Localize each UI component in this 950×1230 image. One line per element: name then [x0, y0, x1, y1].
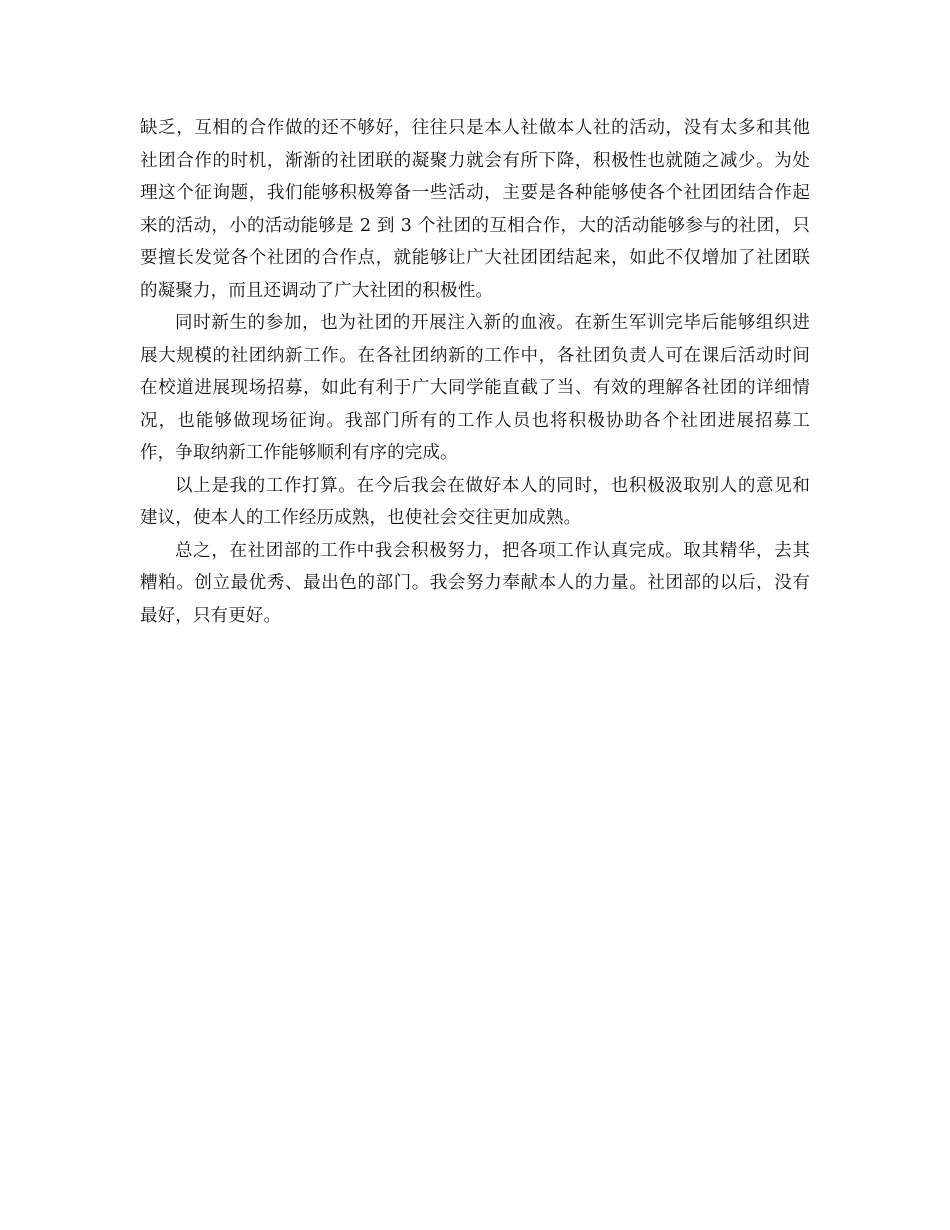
paragraph-work-plan: 以上是我的工作打算。在今后我会在做好本人的同时，也积极汲取别人的意见和建议，使本人的工作经历成熟，也使社会交往更加成熟。 [140, 475, 810, 528]
document-body [140, 112, 810, 632]
paragraph-new-members: 同时新生的参加，也为社团的开展注入新的血液。在新生军训完毕后能够组织进展大规模的社团纳新工作。在各社团纳新的工作中，各社团负责人可在课后活动时间在校道进展现场招募，如此有利于广大同学能直截了当、有效的理解各社团的详细情况，也能够做现场征询。我部门所有的工作人员也将积极协助各个社团进展招募工作，争取纳新工作能够顺利有序的完成。 [140, 313, 810, 463]
paragraph-continuation: 缺乏，互相的合作做的还不够好，往往只是本人社做本人社的活动，没有太多和其他社团合作的时机，渐渐的社团联的凝聚力就会有所下降，积极性也就随之减少。为处理这个征询题，我们能够积极筹备一些活动，主要是各种能够使各个社团团结合作起来的活动，小的活动能够是 2 到 3 个社团的互相合作，大的活动能够参与的社团，只要擅长发觉各个社团的合作点，就能够让广大社团团结起来，如此不仅增加了社团联的凝聚力，而且还调动了广大社团的积极性。 [140, 118, 810, 301]
paragraph-conclusion: 总之，在社团部的工作中我会积极努力，把各项工作认真完成。取其精华，去其糟粕。创立最优秀、最出色的部门。我会努力奉献本人的力量。社团部的以后，没有最好，只有更好。 [140, 540, 810, 626]
